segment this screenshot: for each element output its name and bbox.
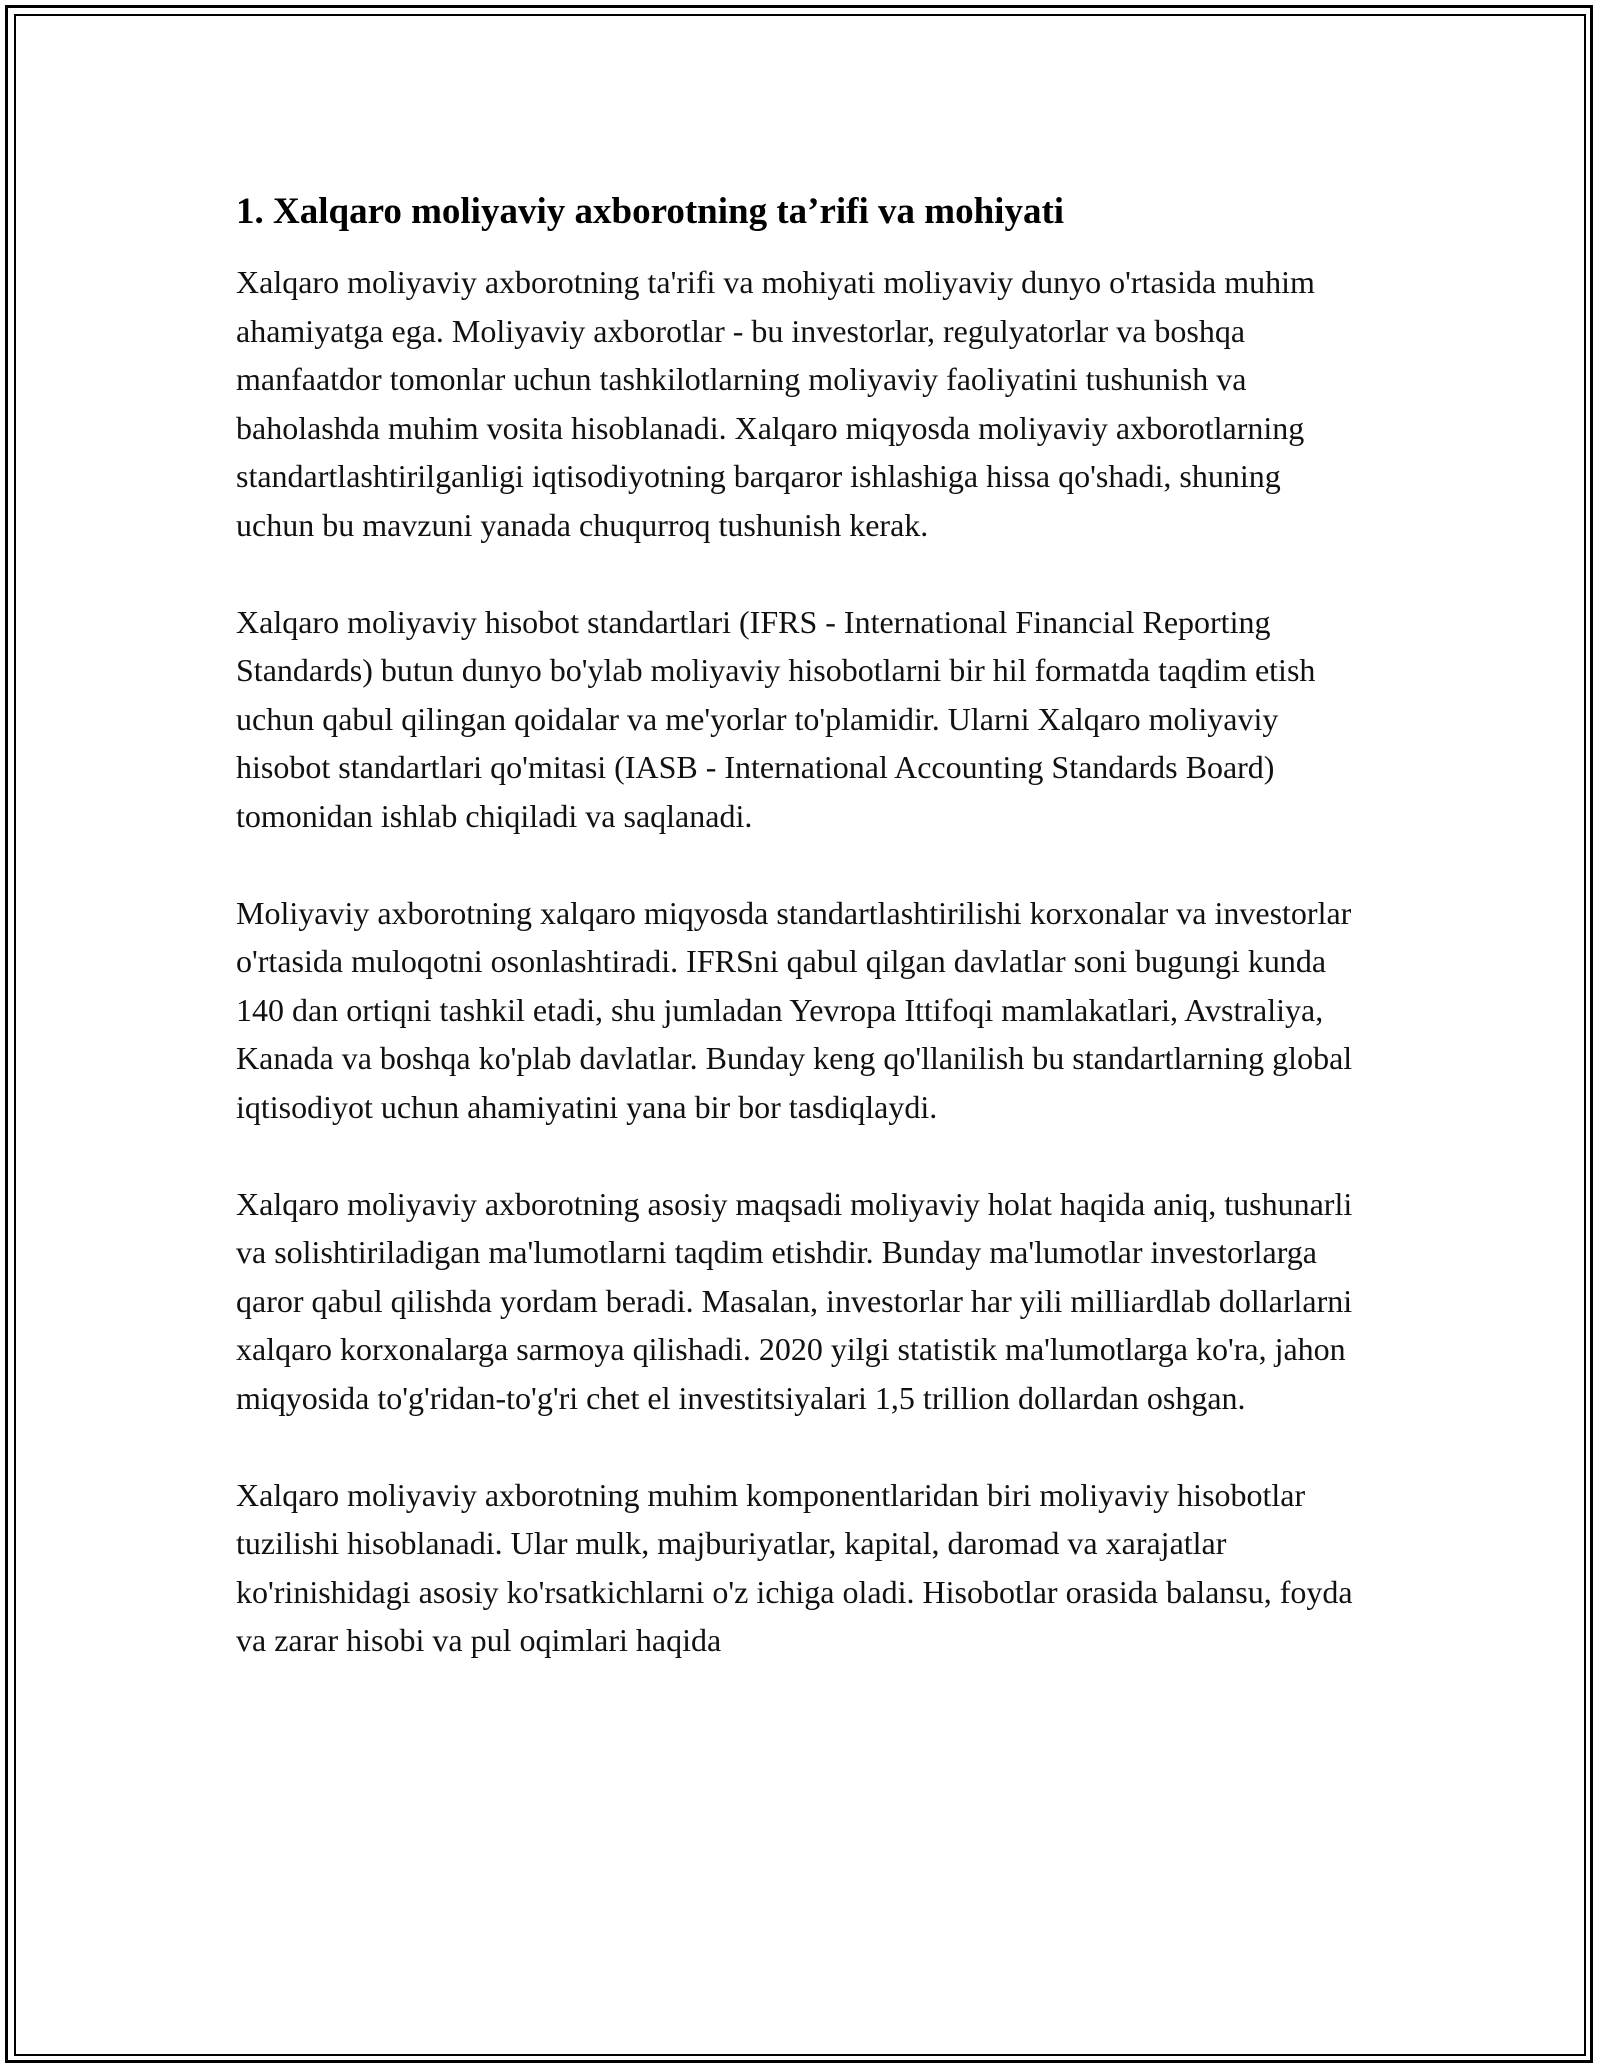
paragraph-ifrs: Xalqaro moliyaviy hisobot standartlari (IFRS - International Financial Reporting Standards) butun dunyo bo'ylab moliyaviy hisobotlarni bir hil formatda taqdim etish uchun qabul qilingan qoidalar va me'yorlar to'plamidir. Ularni Xalqaro moliyaviy hisobot standartlari qo'mitasi (IASB - International Accounting Standards Board) tomonidan ishlab chiqiladi va saqlanadi. <box>236 603 1316 834</box>
section-heading: 1. Xalqaro moliyaviy axborotning ta’rifi va mohiyati <box>236 191 1065 232</box>
document-body <box>236 188 1366 1665</box>
paragraph-definition: Xalqaro moliyaviy axborotning ta'rifi va mohiyati moliyaviy dunyo o'rtasida muhim ahamiyatga ega. Moliyaviy axborotlar - bu investorlar, regulyatorlar va boshqa manfaatdor tomonlar uchun tashkilotlarning moliyaviy faoliyatini tushunish va baholashda muhim vosita hisoblanadi. Xalqaro miqyosda moliyaviy axborotlarning standartlashtirilganligi iqtisodiyotning barqaror ishlashiga hissa qo'shadi, shuning uchun bu mavzuni yanada chuqurroq tushunish kerak. <box>236 264 1315 543</box>
paragraph-purpose: Xalqaro moliyaviy axborotning asosiy maqsadi moliyaviy holat haqida aniq, tushunarli va solishtiriladigan ma'lumotlarni taqdim etishdir. Bunday ma'lumotlar investorlarga qaror qabul qilishda yordam beradi. Masalan, investorlar har yili milliardlab dollarlarni xalqaro korxonalarga sarmoya qilishadi. 2020 yilgi statistik ma'lumotlarga ko'ra, jahon miqyosida to'g'ridan-to'g'ri chet el investitsiyalari 1,5 trillion dollardan oshgan. <box>236 1185 1353 1416</box>
paragraph-standardization: Moliyaviy axborotning xalqaro miqyosda standartlashtirilishi korxonalar va investorlar o'rtasida muloqotni osonlashtiradi. IFRSni qabul qilgan davlatlar soni bugungi kunda 140 dan ortiqni tashkil etadi, shu jumladan Yevropa Ittifoqi mamlakatlari, Avstraliya, Kanada va boshqa ko'plab davlatlar. Bunday keng qo'llanilish bu standartlarning global iqtisodiyot uchun ahamiyatini yana bir bor tasdiqlaydi. <box>236 894 1353 1125</box>
paragraph-components: Xalqaro moliyaviy axborotning muhim komponentlaridan biri moliyaviy hisobotlar tuzilishi hisoblanadi. Ular mulk, majburiyatlar, kapital, daromad va xarajatlar ko'rinishidagi asosiy ko'rsatkichlarni o'z ichiga oladi. Hisobotlar orasida balansu, foyda va zarar hisobi va pul oqimlari haqida <box>236 1476 1353 1658</box>
